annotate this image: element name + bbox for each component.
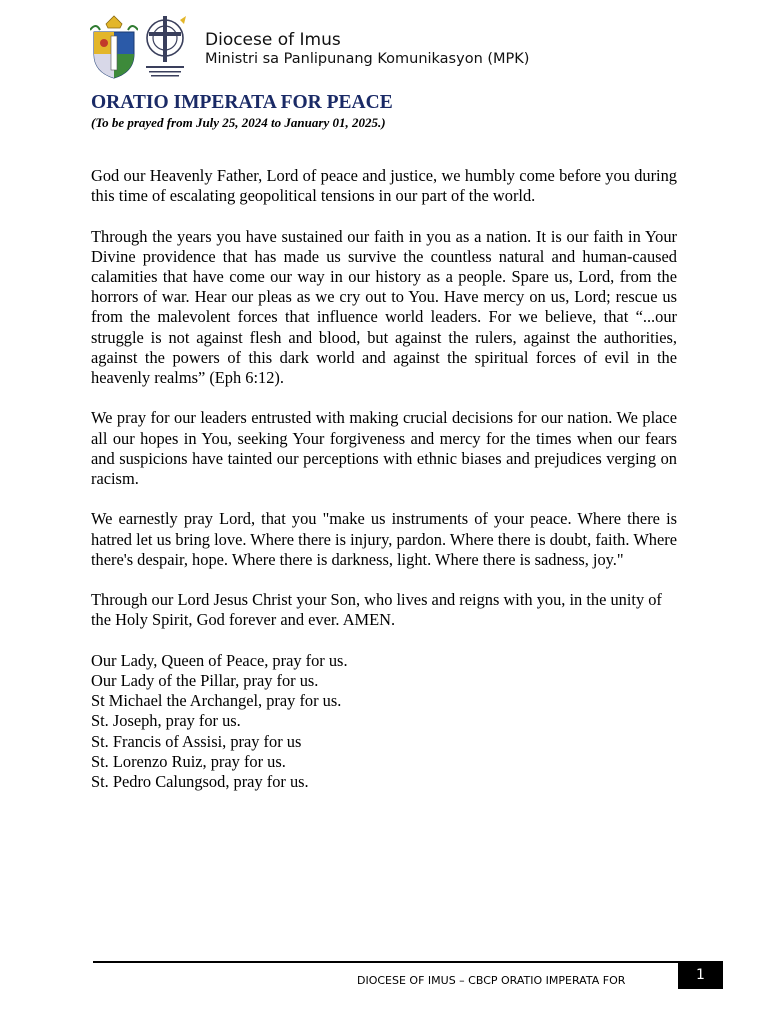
page-number: 1 — [678, 961, 723, 989]
invocation-item: Our Lady, Queen of Peace, pray for us. — [91, 650, 348, 670]
prayer-paragraph: We earnestly pray Lord, that you "make us instruments of your peace. Where there is hatred let us bring love. Where there is injury, pardon. Where there is doubt, faith. Where there's despair, hope. Where there is darkness, light. Where there is sadness, joy." — [91, 509, 677, 569]
prayer-paragraph: We pray for our leaders entrusted with making crucial decisions for our nation. We place all our hopes in You, seeking Your forgiveness and mercy for the times when our fears and suspicions have tainted our perceptions with ethnic biases and prejudices verging on racism. — [91, 408, 677, 489]
document-date-range: (To be prayed from July 25, 2024 to January 01, 2025.) — [91, 115, 386, 130]
prayer-paragraph: God our Heavenly Father, Lord of peace and justice, we humbly come before you during this time of escalating geopolitical tensions in our part of the world. — [91, 166, 677, 206]
invocation-item: St. Lorenzo Ruiz, pray for us. — [91, 751, 286, 771]
invocation-item: St. Francis of Assisi, pray for us — [91, 731, 302, 751]
document-title: ORATIO IMPERATA FOR PEACE — [91, 92, 393, 113]
organization-subtitle: Ministri sa Panlipunang Komunikasyon (MPK) — [205, 51, 530, 67]
invocation-item: St. Pedro Calungsod, pray for us. — [91, 772, 309, 792]
diocese-coat-of-arms-icon — [90, 14, 138, 80]
letterhead — [90, 14, 690, 84]
footer-divider — [93, 961, 678, 963]
invocation-item: St. Joseph, pray for us. — [91, 711, 241, 731]
prayer-paragraph: Through the years you have sustained our faith in you as a nation. It is our faith in Your Divine providence that has made us survive the countless natural and human-caused calamities that have come our way in our history as a people. Spare us, Lord, from the horrors of war. Hear our pleas as we cry out to You. Have mercy on us, Lord; rescue us from the malevolent forces that influence world leaders. For we believe, that “...our struggle is not against flesh and blood, but against the rulers, against the authorities, against the powers of this dark world and against the spiritual forces of evil in the heavenly realms” (Eph 6:12). — [91, 226, 677, 388]
organization-name: Diocese of Imus — [205, 30, 341, 50]
ministry-cross-emblem-icon — [140, 14, 190, 80]
invocation-item: Our Lady of the Pillar, pray for us. — [91, 671, 319, 690]
invocation-item: St Michael the Archangel, pray for us. — [91, 691, 342, 711]
invocations-list — [91, 651, 677, 792]
footer-text: DIOCESE OF IMUS – CBCP ORATIO IMPERATA FOR — [357, 974, 626, 987]
prayer-body — [91, 166, 677, 792]
prayer-paragraph: Through our Lord Jesus Christ your Son, who lives and reigns with you, in the unity of the Holy Spirit, God forever and ever. AMEN. — [91, 590, 662, 630]
